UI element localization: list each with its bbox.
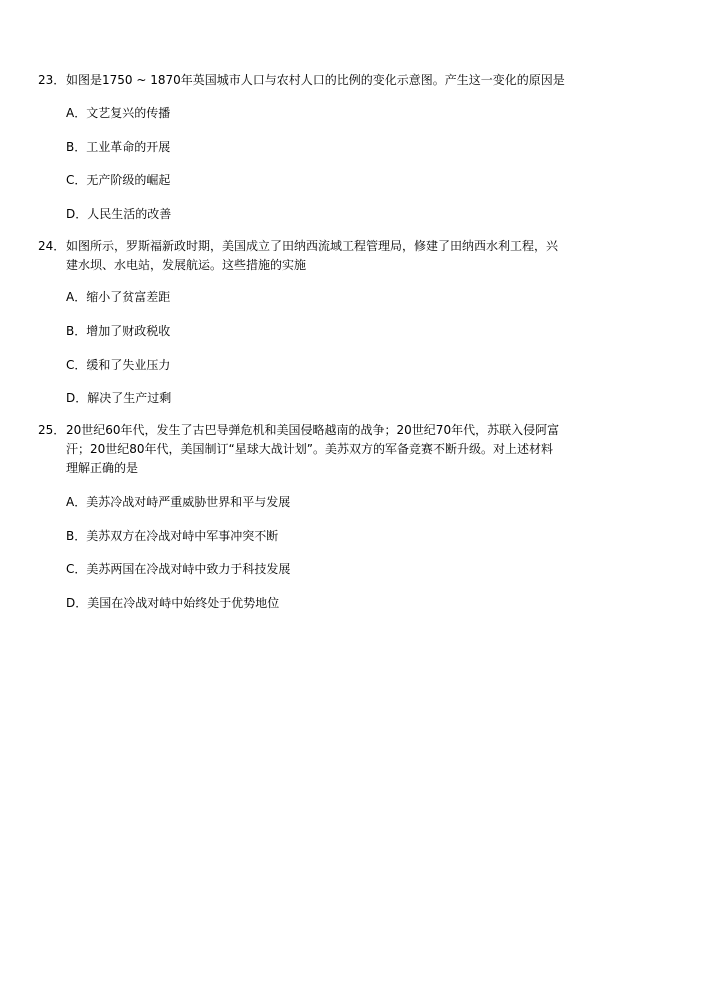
option-d: D．人民生活的改善	[66, 207, 172, 221]
question-stem-line: 建水坝、水电站，发展航运。这些措施的实施	[66, 258, 307, 272]
option-b: B．增加了财政税收	[66, 324, 171, 338]
option-d: D．美国在冷战对峙中始终处于优势地位	[66, 596, 280, 610]
option-c: C．缓和了失业压力	[66, 358, 171, 372]
option-a: A．文艺复兴的传播	[66, 106, 171, 120]
question-stem-line: 如图是1750 ~ 1870年英国城市人口与农村人口的比例的变化示意图。产生这一变化的原因是	[66, 73, 565, 87]
option-a: A．美苏冷战对峙严重威胁世界和平与发展	[66, 495, 291, 509]
question-number: 23．	[38, 73, 66, 87]
option-b: B．美苏双方在冷战对峙中军事冲突不断	[66, 529, 279, 543]
question-number: 24．	[38, 239, 66, 253]
option-c: C．无产阶级的崛起	[66, 173, 171, 187]
question-stem-line: 20世纪60年代，发生了古巴导弹危机和美国侵略越南的战争；20世纪70年代，苏联入侵阿富	[66, 423, 560, 437]
question-number: 25．	[38, 423, 66, 437]
question-stem-line: 如图所示，罗斯福新政时期，美国成立了田纳西流域工程管理局，修建了田纳西水利工程，兴	[66, 239, 559, 253]
option-a: A．缩小了贫富差距	[66, 290, 171, 304]
option-c: C．美苏两国在冷战对峙中致力于科技发展	[66, 562, 291, 576]
option-d: D．解决了生产过剩	[66, 391, 172, 405]
option-b: B．工业革命的开展	[66, 140, 171, 154]
question-stem-line: 理解正确的是	[66, 461, 139, 475]
question-stem-line: 汗；20世纪80年代，美国制订“星球大战计划”。美苏双方的军备竞赛不断升级。对上述材料	[66, 442, 553, 456]
